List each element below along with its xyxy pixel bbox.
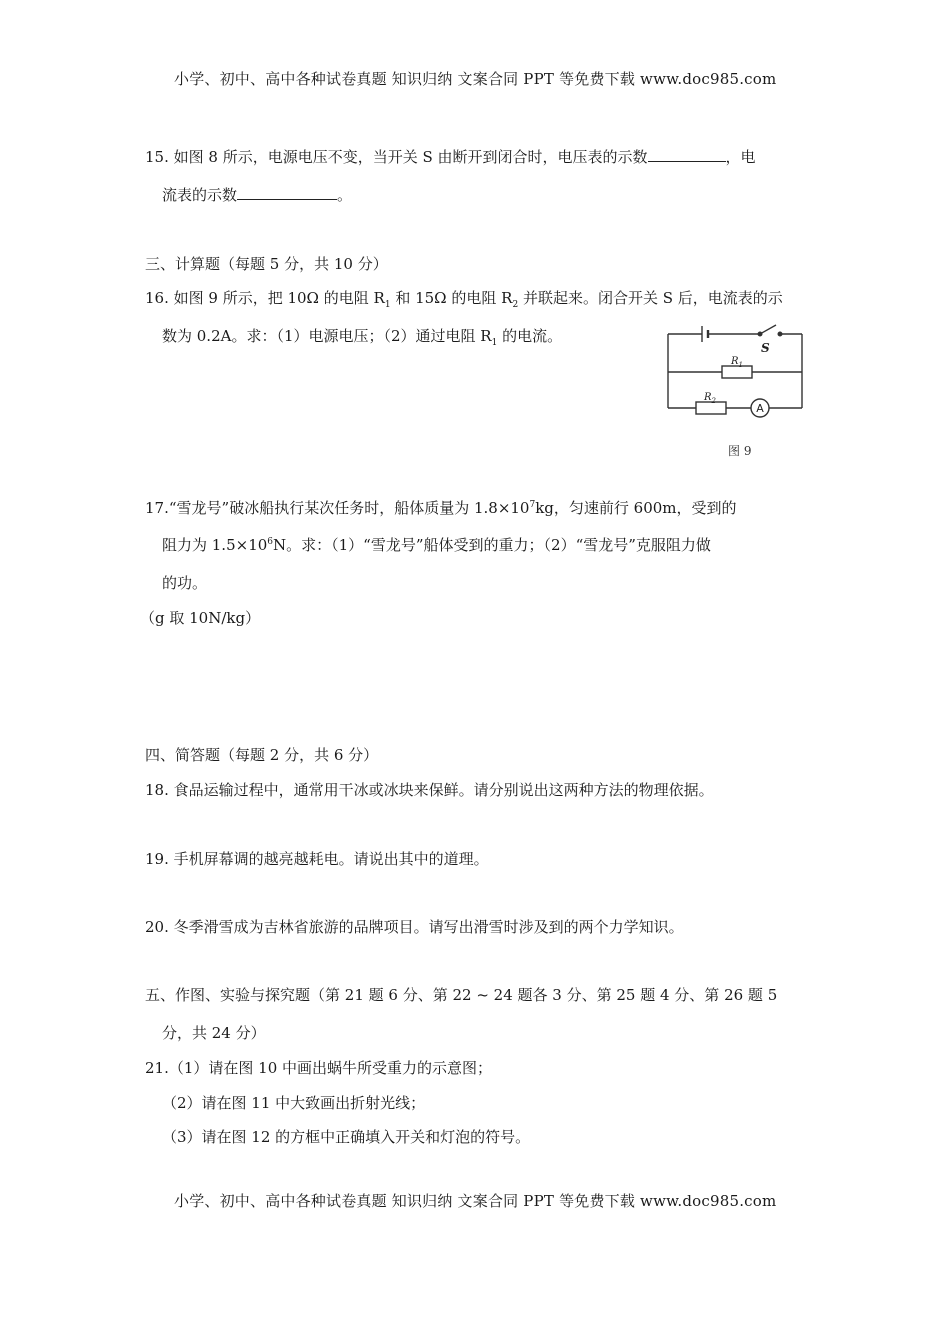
q16-text-a: 16. 如图 9 所示，把 10Ω 的电阻 R <box>145 289 385 307</box>
switch-lever <box>760 325 776 334</box>
q15-line2 <box>162 184 352 205</box>
q17-line1 <box>145 497 737 518</box>
page-footer: 小学、初中、高中各种试卷真题 知识归纳 文案合同 PPT 等免费下载 www.doc985.com <box>174 1192 777 1210</box>
q16-r1-subscript: 1 <box>384 300 391 310</box>
q20-text: 20. 冬季滑雪成为吉林省旅游的品牌项目。请写出滑雪时涉及到的两个力学知识。 <box>145 918 684 936</box>
q17-note: （g 取 10N/kg） <box>140 609 261 627</box>
resistor-r1 <box>722 366 752 378</box>
section5-title-line1: 五、作图、实验与探究题（第 21 题 6 分、第 22 ~ 24 题各 3 分、第 25 题 4 分、第 26 题 5 <box>145 986 778 1004</box>
q17-text-b: kg，匀速前行 600m，受到的 <box>535 499 737 517</box>
q15-answer-blank-1[interactable] <box>648 147 726 162</box>
q15-line1 <box>145 146 756 167</box>
r2-label: $R_2$ <box>704 392 716 405</box>
q17-line3: 的功。 <box>162 574 208 592</box>
q18-text: 18. 食品运输过程中，通常用干冰或冰块来保鲜。请分别说出这两种方法的物理依据。 <box>145 781 714 799</box>
section3-title: 三、计算题（每题 5 分，共 10 分） <box>145 255 388 273</box>
q16-text-b: 和 15Ω 的电阻 R <box>390 289 513 307</box>
r1-label: $R_1$ <box>731 356 743 369</box>
figure-9-caption: 图 9 <box>728 444 752 458</box>
page-header: 小学、初中、高中各种试卷真题 知识归纳 文案合同 PPT 等免费下载 www.doc985.com <box>174 70 777 88</box>
switch-contact-right <box>778 332 782 336</box>
q15-text-c: 流表的示数 <box>162 186 238 204</box>
q21-part2: （2）请在图 11 中大致画出折射光线； <box>162 1094 426 1112</box>
section4-title: 四、简答题（每题 2 分，共 6 分） <box>145 746 379 764</box>
q15-text-a: 15. 如图 8 所示，电源电压不变，当开关 S 由断开到闭合时，电压表的示数 <box>145 148 648 166</box>
q16-text-d: 数为 0.2A。求：（1）电源电压；（2）通过电阻 R <box>162 327 492 345</box>
figure-9-circuit-diagram <box>660 318 830 463</box>
q15-text-d: 。 <box>337 186 353 204</box>
section5-title-line2: 分，共 24 分） <box>162 1024 266 1042</box>
q17-text-c: 阻力为 1.5×10 <box>162 536 268 554</box>
q15-text-b: ，电 <box>725 148 756 166</box>
q16-text-e: 的电流。 <box>497 327 563 345</box>
q16-text-c: 并联起来。闭合开关 S 后，电流表的示 <box>518 289 783 307</box>
ammeter-label: A <box>756 402 764 415</box>
q15-answer-blank-2[interactable] <box>237 185 337 200</box>
switch-label: S <box>761 341 770 355</box>
q21-part3: （3）请在图 12 的方框中正确填入开关和灯泡的符号。 <box>162 1128 531 1146</box>
q19-text: 19. 手机屏幕调的越亮越耗电。请说出其中的道理。 <box>145 850 489 868</box>
q17-text-d: N。求：（1）“雪龙号”船体受到的重力；（2）“雪龙号”克服阻力做 <box>273 536 711 554</box>
q16-r2-subscript: 2 <box>512 300 519 310</box>
q17-text-a: 17.“雪龙号”破冰船执行某次任务时，船体质量为 1.8×10 <box>145 499 530 517</box>
q17-exponent-2: 6 <box>267 537 274 547</box>
q17-exponent-1: 7 <box>529 500 536 510</box>
q17-line2 <box>162 534 711 555</box>
q21-part1: 21.（1）请在图 10 中画出蜗牛所受重力的示意图； <box>145 1059 493 1077</box>
q16-line1 <box>145 287 783 310</box>
q16-line2 <box>162 325 562 348</box>
q16-r1-subscript-2: 1 <box>491 338 498 348</box>
